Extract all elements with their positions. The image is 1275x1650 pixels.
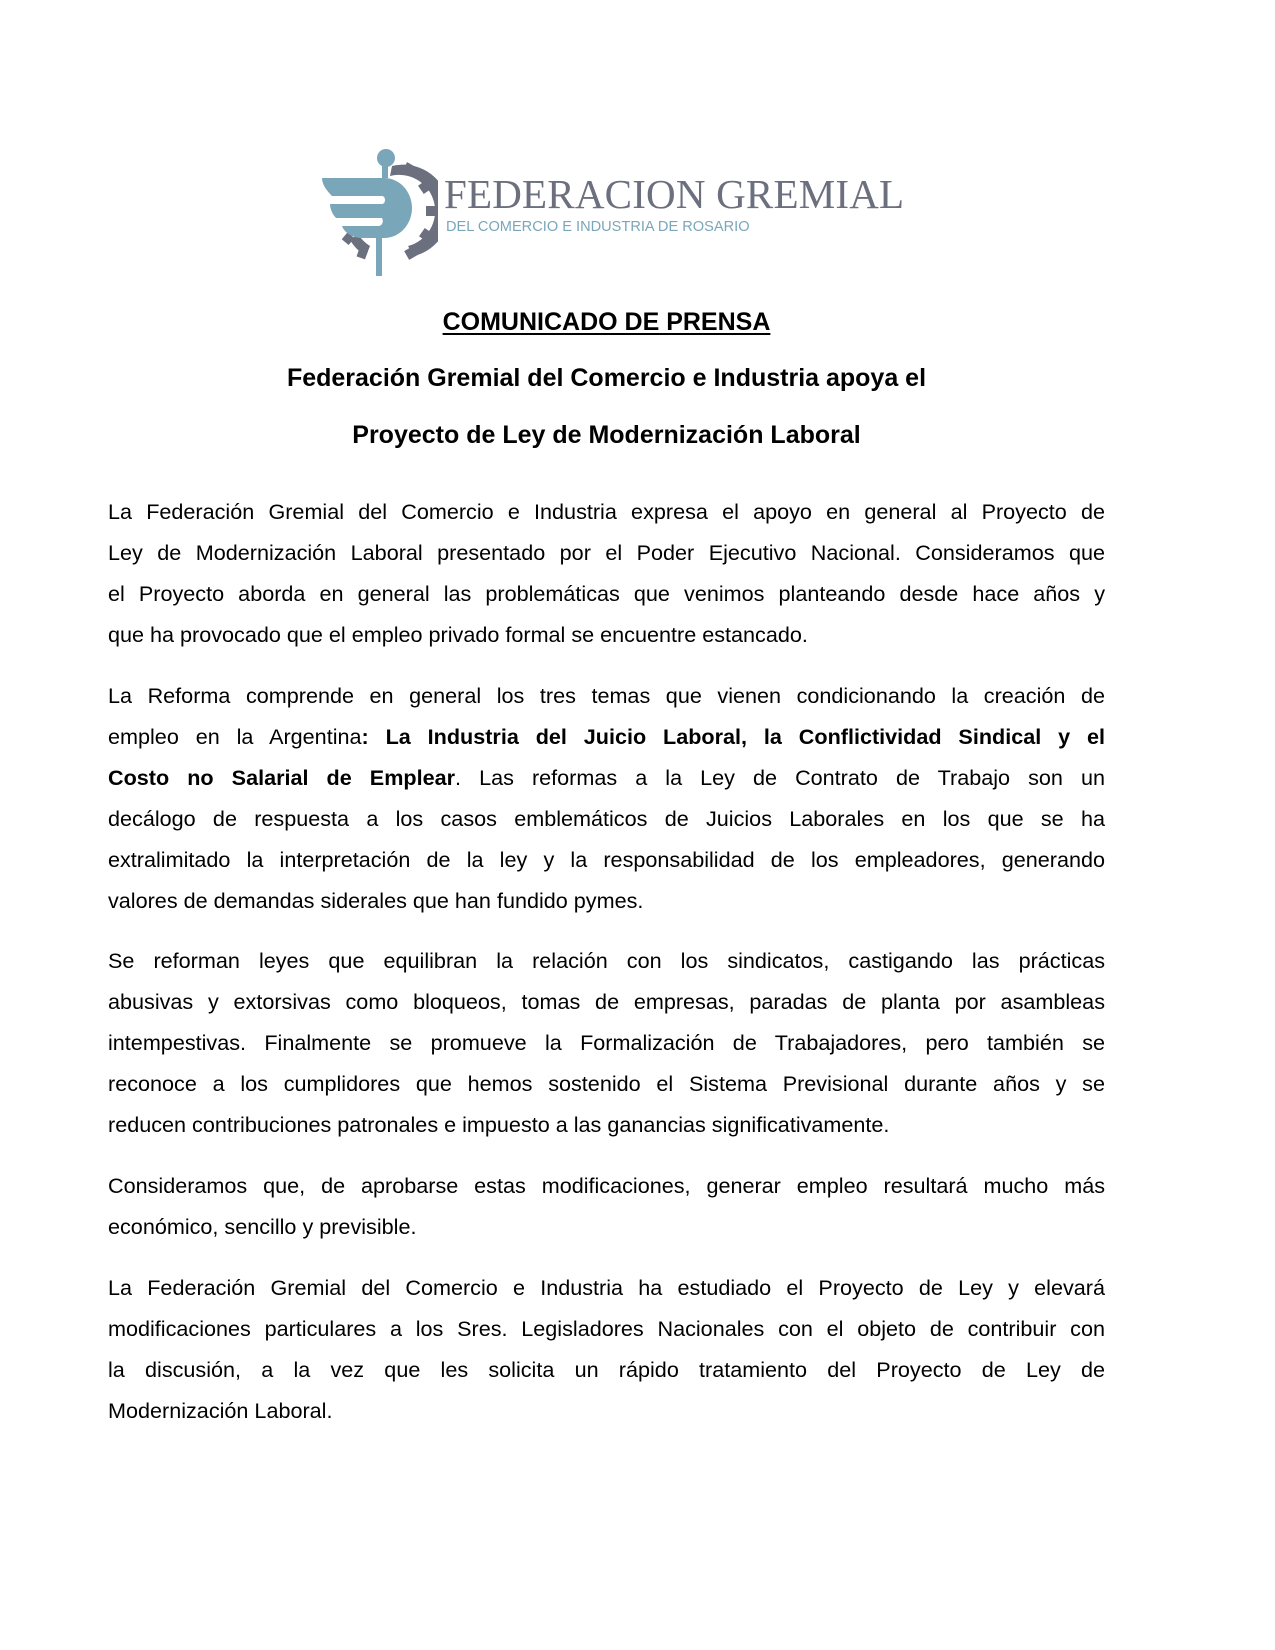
paragraph-line: reconoce a los cumplidores que hemos sostenido el Sistema Previsional durante años y se	[108, 1071, 1105, 1096]
paragraph-line: La Federación Gremial del Comercio e Industria expresa el apoyo en general al Proyecto de	[108, 499, 1105, 524]
paragraph-line: extralimitado la interpretación de la ley y la responsabilidad de los empleadores, generando	[108, 847, 1105, 872]
paragraph-line: Ley de Modernización Laboral presentado por el Poder Ejecutivo Nacional. Consideramos que	[108, 540, 1105, 565]
paragraph-2	[108, 675, 1105, 921]
paragraph-line: La Federación Gremial del Comercio e Industria ha estudiado el Proyecto de Ley y elevará	[108, 1275, 1105, 1300]
paragraph-line: decálogo de respuesta a los casos emblemáticos de Juicios Laborales en los que se ha	[108, 806, 1105, 831]
paragraph-line: la discusión, a la vez que les solicita un rápido tratamiento del Proyecto de Ley de	[108, 1357, 1105, 1382]
headline-line-2: Proyecto de Ley de Modernización Laboral	[352, 421, 861, 449]
paragraph-text: . Las reformas a la Ley de Contrato de Trabajo son un	[455, 765, 1105, 790]
paragraph-line	[108, 757, 1105, 798]
paragraph-line: abusivas y extorsivas como bloqueos, tomas de empresas, paradas de planta por asambleas	[108, 989, 1105, 1014]
paragraph-5	[108, 1267, 1105, 1431]
emphasized-text: Costo no Salarial de Emplear	[108, 765, 456, 790]
paragraph-line: el Proyecto aborda en general las problemáticas que venimos planteando desde hace años y	[108, 581, 1105, 606]
paragraph-1	[108, 491, 1105, 655]
paragraph-4	[108, 1165, 1105, 1247]
paragraph-line: La Reforma comprende en general los tres temas que vienen condicionando la creación de	[108, 683, 1105, 708]
paragraph-line: valores de demandas siderales que han fundido pymes.	[108, 888, 644, 913]
paragraph-line: modificaciones particulares a los Sres. Legisladores Nacionales con el objeto de contribuir con	[108, 1316, 1105, 1341]
paragraph-line: reducen contribuciones patronales e impuesto a las ganancias significativamente.	[108, 1112, 890, 1137]
logo-title: FEDERACION GREMIAL	[444, 171, 905, 217]
paragraph-line: Modernización Laboral.	[108, 1398, 333, 1423]
press-release-heading: COMUNICADO DE PRENSA	[442, 308, 771, 336]
logo-subtitle: DEL COMERCIO E INDUSTRIA DE ROSARIO	[446, 219, 750, 235]
paragraph-line: económico, sencillo y previsible.	[108, 1214, 417, 1239]
paragraph-3	[108, 940, 1105, 1145]
emphasized-text: : La Industria del Juicio Laboral, la Conflictividad Sindical y el	[361, 724, 1105, 749]
paragraph-line: intempestivas. Finalmente se promueve la Formalización de Trabajadores, pero también se	[108, 1030, 1105, 1055]
federation-logo	[322, 148, 905, 276]
winged-gear-emblem-icon	[322, 148, 438, 276]
headline-line-1: Federación Gremial del Comercio e Industria apoya el	[286, 364, 927, 392]
paragraph-line: Se reforman leyes que equilibran la relación con los sindicatos, castigando las prácticas	[108, 948, 1105, 973]
paragraph-text: empleo en la Argentina	[108, 724, 362, 749]
paragraph-line: que ha provocado que el empleo privado formal se encuentre estancado.	[108, 622, 808, 647]
paragraph-line	[108, 716, 1105, 757]
paragraph-line: Consideramos que, de aprobarse estas modificaciones, generar empleo resultará mucho más	[108, 1173, 1105, 1198]
